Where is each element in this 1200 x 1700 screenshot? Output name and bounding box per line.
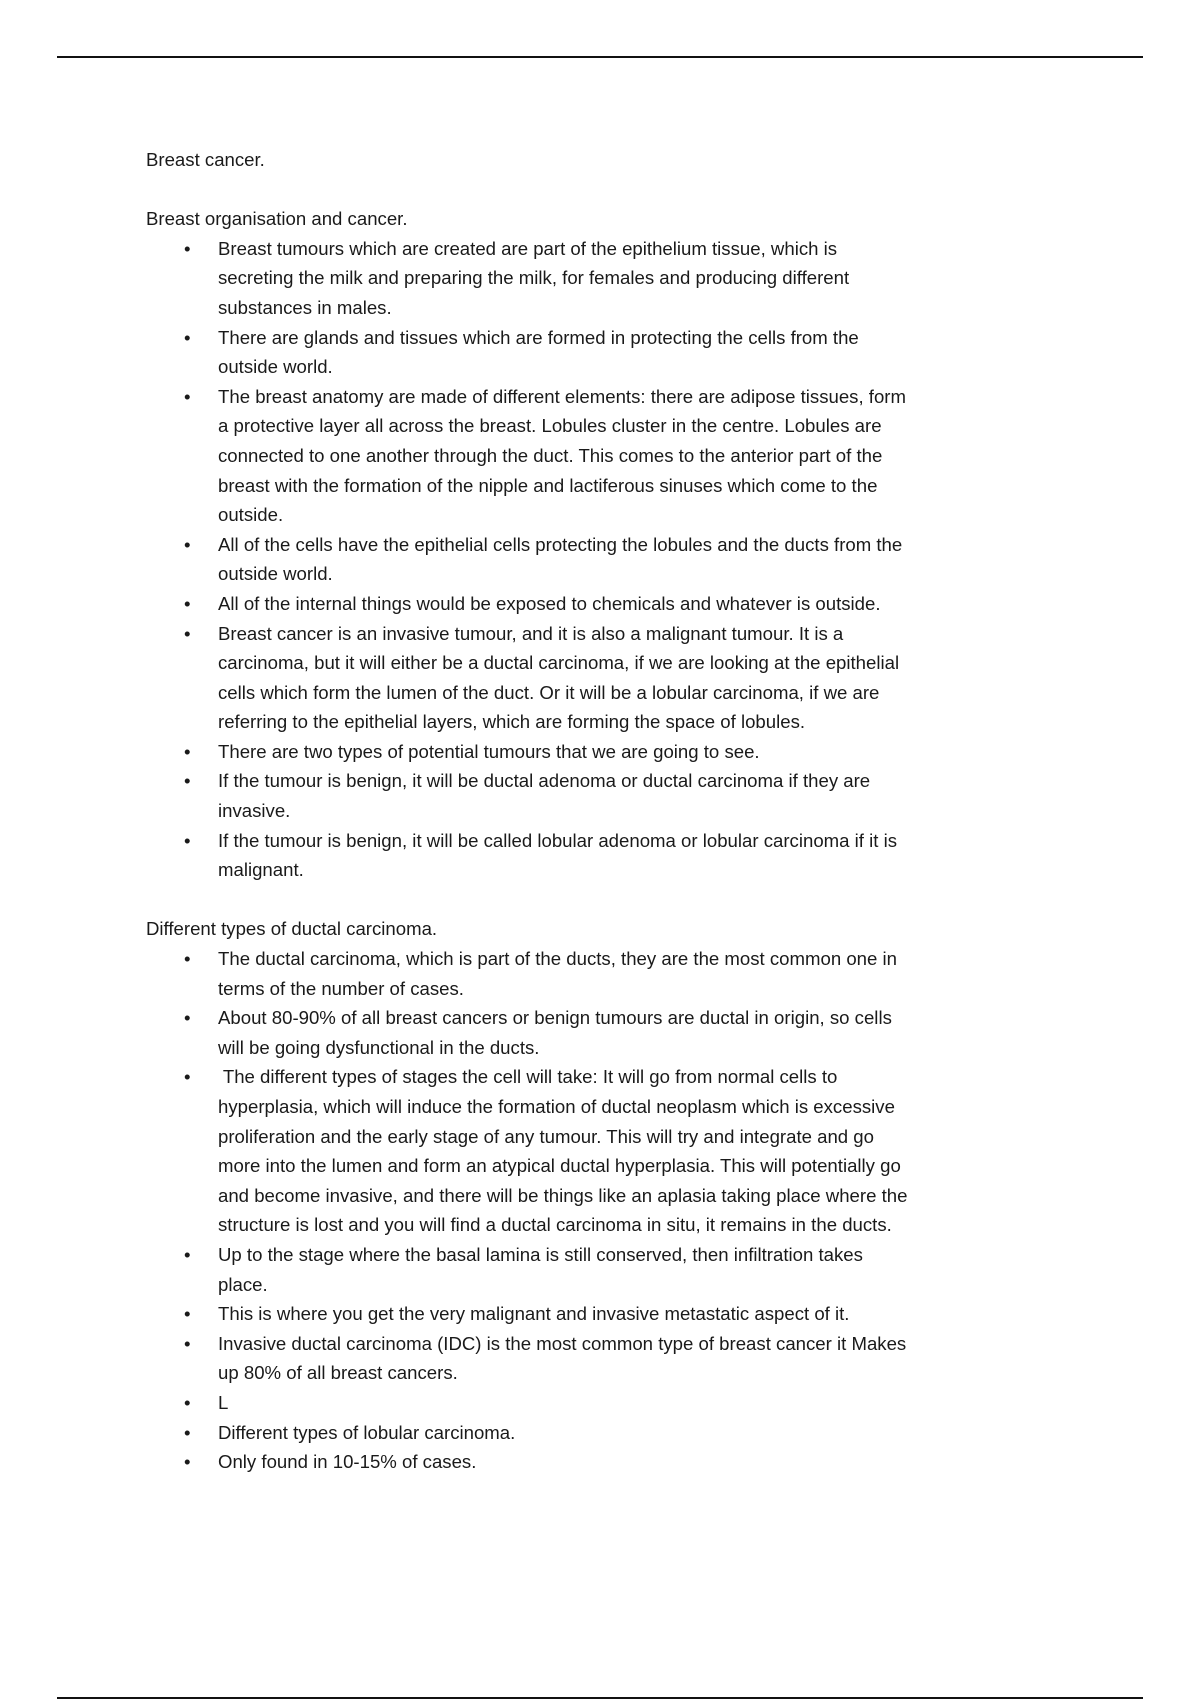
list-item-text-line: outside world. (218, 356, 333, 378)
list-item-text-line: This is where you get the very malignant and invasive metastatic aspect of it. (218, 1303, 850, 1325)
list-item-text-line: If the tumour is benign, it will be called lobular adenoma or lobular carcinoma if it is (218, 829, 898, 851)
bullet-icon: • (184, 948, 191, 970)
bullet-icon: • (184, 770, 191, 792)
list-item (146, 234, 1106, 323)
list-item (146, 944, 1106, 1003)
list-item-text-line: Breast cancer is an invasive tumour, and it is also a malignant tumour. It is a (218, 622, 844, 644)
list-item (146, 1447, 1106, 1477)
list-item (146, 737, 1106, 767)
list-item-text-line: connected to one another through the duct. This comes to the anterior part of the (218, 444, 883, 466)
list-item-text-line: The ductal carcinoma, which is part of the ducts, they are the most common one in (218, 948, 897, 970)
bullet-icon: • (184, 1007, 191, 1029)
bullet-icon: • (184, 622, 191, 644)
section-heading: Breast organisation and cancer. (146, 208, 408, 230)
bullet-list (146, 944, 1106, 1477)
list-item-text-line: cells which form the lumen of the duct. Or it will be a lobular carcinoma, if we are (218, 681, 880, 703)
bullet-icon: • (184, 1303, 191, 1325)
list-item-text-line: substances in males. (218, 296, 392, 318)
list-item-text-line: L (218, 1391, 229, 1413)
list-item-text-line: up 80% of all breast cancers. (218, 1362, 458, 1384)
footer-rule (57, 1697, 1143, 1699)
list-item (146, 826, 1106, 885)
list-item (146, 1240, 1106, 1299)
list-item-text-line: a protective layer all across the breast. Lobules cluster in the centre. Lobules are (218, 415, 882, 437)
blank-line (146, 885, 1106, 915)
bullet-icon: • (184, 385, 191, 407)
list-item-text-line: All of the cells have the epithelial cells protecting the lobules and the ducts from the (218, 533, 903, 555)
list-item-text-line: outside world. (218, 563, 333, 585)
list-item-text-line: breast with the formation of the nipple and lactiferous sinuses which come to the (218, 474, 878, 496)
list-item-text-line: There are two types of potential tumours that we are going to see. (218, 740, 760, 762)
list-item-text-line: outside. (218, 504, 284, 526)
blank-line (146, 175, 1106, 205)
bullet-icon: • (184, 1243, 191, 1265)
list-item (146, 589, 1106, 619)
list-item-text-line: carcinoma, but it will either be a ductal carcinoma, if we are looking at the epithelial (218, 652, 900, 674)
list-item-text-line: Invasive ductal carcinoma (IDC) is the most common type of breast cancer it Makes (218, 1332, 907, 1354)
list-item-text-line: If the tumour is benign, it will be ductal adenoma or ductal carcinoma if they are (218, 770, 871, 792)
bullet-icon: • (184, 1066, 191, 1088)
bullet-icon: • (184, 1421, 191, 1443)
list-item-text-line: referring to the epithelial layers, which are forming the space of lobules. (218, 711, 806, 733)
list-item (146, 766, 1106, 825)
list-item (146, 619, 1106, 737)
list-item-text-line: place. (218, 1273, 268, 1295)
list-item (146, 1299, 1106, 1329)
list-item-text-line: secreting the milk and preparing the milk, for females and producing different (218, 267, 850, 289)
list-item-text-line: malignant. (218, 859, 304, 881)
document-title: Breast cancer. (146, 149, 265, 170)
list-item (146, 1418, 1106, 1448)
list-item-text-line: Only found in 10-15% of cases. (218, 1451, 477, 1473)
bullet-icon: • (184, 237, 191, 259)
bullet-icon: • (184, 1332, 191, 1354)
list-item (146, 382, 1106, 530)
list-item (146, 1003, 1106, 1062)
bullet-icon: • (184, 592, 191, 614)
list-item-text-line: The different types of stages the cell will take: It will go from normal cells to (218, 1066, 838, 1088)
bullet-icon: • (184, 1451, 191, 1473)
list-item-text-line: more into the lumen and form an atypical ductal hyperplasia. This will potentially go (218, 1155, 901, 1177)
list-item-text-line: structure is lost and you will find a ductal carcinoma in situ, it remains in the ducts. (218, 1214, 892, 1236)
bullet-icon: • (184, 740, 191, 762)
list-item-text-line: Up to the stage where the basal lamina is still conserved, then infiltration takes (218, 1243, 863, 1265)
bullet-icon: • (184, 829, 191, 851)
list-item (146, 1388, 1106, 1418)
list-item (146, 1062, 1106, 1240)
list-item-text-line: hyperplasia, which will induce the formation of ductal neoplasm which is excessive (218, 1096, 895, 1117)
bullet-icon: • (184, 533, 191, 555)
bullet-list (146, 234, 1106, 885)
list-item-text-line: invasive. (218, 800, 291, 822)
list-item-text-line: Different types of lobular carcinoma. (218, 1421, 516, 1443)
section-heading: Different types of ductal carcinoma. (146, 918, 438, 940)
list-item-text-line: All of the internal things would be exposed to chemicals and whatever is outside. (218, 592, 881, 614)
list-item-text-line: Breast tumours which are created are part of the epithelium tissue, which is (218, 237, 838, 259)
document-body (146, 145, 1106, 1477)
bullet-icon: • (184, 1391, 191, 1413)
list-item-text-line: The breast anatomy are made of different elements: there are adipose tissues, form (218, 385, 906, 407)
header-rule (57, 56, 1143, 58)
list-item-text-line: terms of the number of cases. (218, 977, 464, 999)
list-item-text-line: and become invasive, and there will be things like an aplasia taking place where the (218, 1184, 908, 1206)
bullet-icon: • (184, 326, 191, 348)
list-item (146, 323, 1106, 382)
list-item (146, 1329, 1106, 1388)
list-item-text-line: There are glands and tissues which are formed in protecting the cells from the (218, 326, 859, 348)
list-item-text-line: About 80-90% of all breast cancers or benign tumours are ductal in origin, so cells (218, 1007, 892, 1029)
list-item-text-line: proliferation and the early stage of any tumour. This will try and integrate and go (218, 1125, 874, 1147)
list-item (146, 530, 1106, 589)
list-item-text-line: will be going dysfunctional in the ducts. (218, 1036, 540, 1058)
